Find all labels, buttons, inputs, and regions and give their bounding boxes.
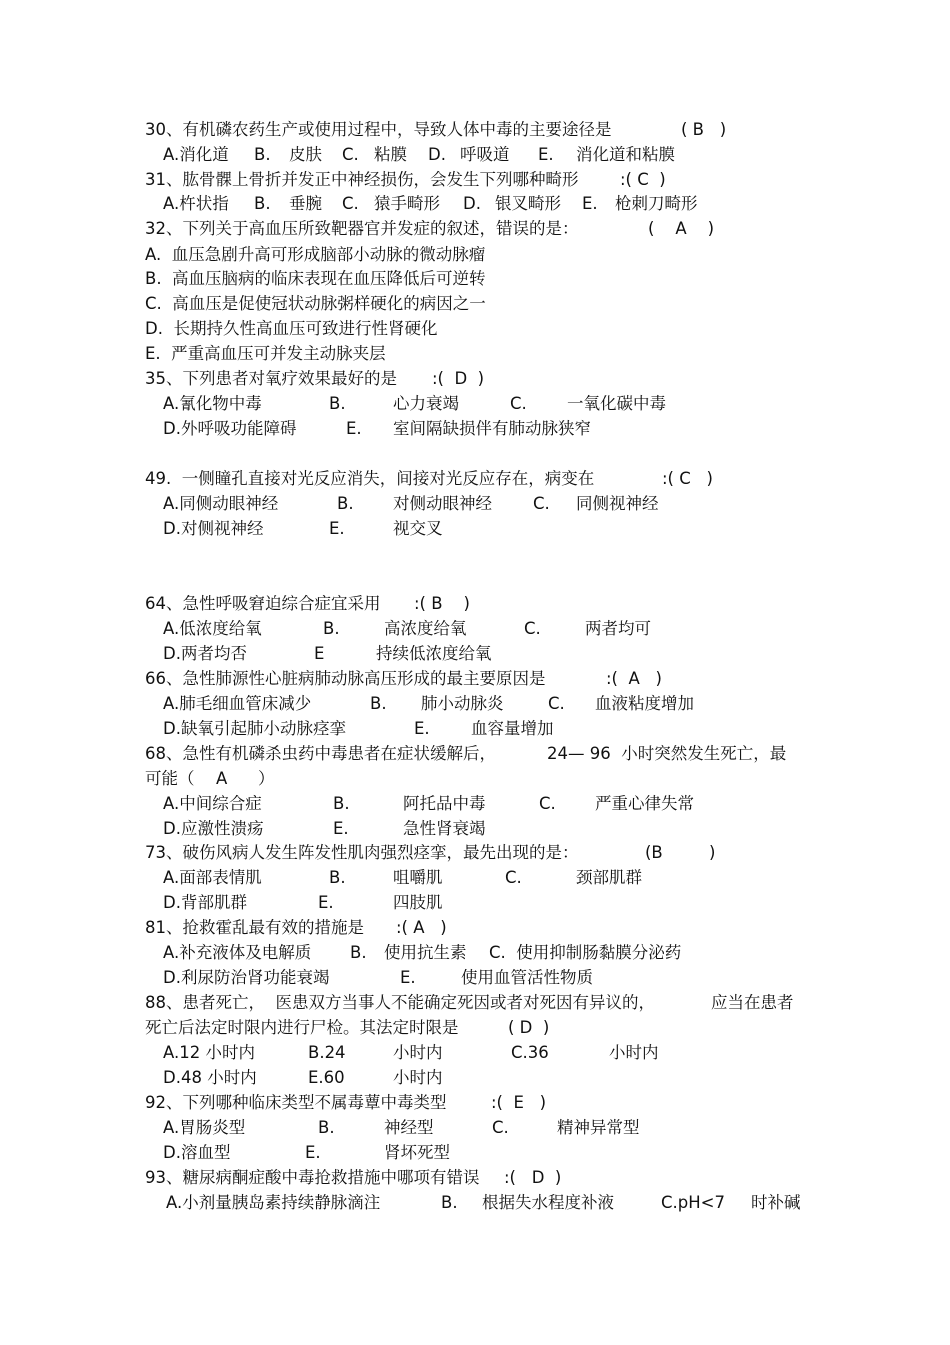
text-segment: 同侧视神经 xyxy=(576,494,659,513)
text-line xyxy=(0,816,950,841)
text-segment: E xyxy=(314,644,325,663)
text-segment: A.胃肠炎型 xyxy=(163,1118,246,1137)
text-segment: A.消化道 xyxy=(163,145,229,164)
text-segment: 精神异常型 xyxy=(557,1118,640,1137)
text-segment: ( B ) xyxy=(681,120,727,139)
text-segment: 猿手畸形 xyxy=(374,194,440,213)
text-segment: B. xyxy=(350,943,367,962)
text-segment: :( D ) xyxy=(432,369,485,388)
text-line xyxy=(0,391,950,416)
text-segment: 垂腕 xyxy=(289,194,322,213)
text-segment: E. xyxy=(400,968,416,987)
text-segment: A.中间综合症 xyxy=(163,794,262,813)
text-segment: 应当在患者 xyxy=(711,993,794,1012)
text-line xyxy=(0,865,950,890)
text-segment: 使用抗生素 xyxy=(384,943,467,962)
text-line xyxy=(0,940,950,965)
text-line xyxy=(0,291,950,316)
text-segment: 血液粘度增加 xyxy=(595,694,694,713)
text-segment: E. xyxy=(329,519,345,538)
text-line xyxy=(0,416,950,441)
text-segment: A.低浓度给氧 xyxy=(163,619,262,638)
text-segment: D.溶血型 xyxy=(163,1143,231,1162)
text-line xyxy=(0,1190,950,1215)
text-line xyxy=(0,1140,950,1165)
text-segment: C. xyxy=(342,194,359,213)
text-line xyxy=(0,741,950,766)
text-segment: 肺小动脉炎 xyxy=(421,694,504,713)
text-segment: C. xyxy=(548,694,565,713)
text-line xyxy=(0,1165,950,1190)
text-segment: 消化道和粘膜 xyxy=(576,145,675,164)
text-segment: 小时内 xyxy=(393,1043,443,1062)
text-segment: 银叉畸形 xyxy=(495,194,561,213)
text-segment: D. 长期持久性高血压可致进行性肾硬化 xyxy=(145,319,438,338)
text-segment: :( B ) xyxy=(414,594,470,613)
text-segment: 根据失水程度补液 xyxy=(482,1193,614,1212)
text-segment: 皮肤 xyxy=(289,145,322,164)
text-line xyxy=(0,791,950,816)
text-segment: C. 使用抑制肠黏膜分泌药 xyxy=(489,943,682,962)
text-segment: A.12 小时内 xyxy=(163,1043,255,1062)
text-segment: D.外呼吸功能障碍 xyxy=(163,419,297,438)
text-segment: 93、糖尿病酮症酸中毒抢救措施中哪项有错误 xyxy=(145,1168,480,1187)
text-segment: 两者均可 xyxy=(585,619,651,638)
text-segment: 枪刺刀畸形 xyxy=(615,194,698,213)
text-line xyxy=(0,840,950,865)
text-segment: 死亡后法定时限内进行尸检。其法定时限是 xyxy=(145,1018,459,1037)
text-segment: 小时内 xyxy=(393,1068,443,1087)
text-segment: :( C ) xyxy=(662,469,713,488)
text-segment: 粘膜 xyxy=(374,145,407,164)
text-segment: E. xyxy=(582,194,598,213)
text-line xyxy=(0,616,950,641)
text-segment: 73、破伤风病人发生阵发性肌肉强烈痉挛，最先出现的是： xyxy=(145,843,579,862)
text-segment: B. xyxy=(323,619,340,638)
text-segment: 88、患者死亡， 医患双方当事人不能确定死因或者对死因有异议的， xyxy=(145,993,655,1012)
text-line xyxy=(0,591,950,616)
text-segment: E. xyxy=(346,419,362,438)
text-segment: :( E ) xyxy=(491,1093,547,1112)
text-segment: D.对侧视神经 xyxy=(163,519,264,538)
text-line xyxy=(0,1015,950,1040)
text-line xyxy=(0,1115,950,1140)
text-segment: C. xyxy=(505,868,522,887)
text-segment: 68、急性有机磷杀虫药中毒患者在症状缓解后， xyxy=(145,744,496,763)
text-segment: D. xyxy=(428,145,446,164)
text-segment: 使用血管活性物质 xyxy=(461,968,593,987)
text-segment: D.应激性溃疡 xyxy=(163,819,264,838)
text-segment: D.利尿防治肾功能衰竭 xyxy=(163,968,330,987)
text-segment: 四肢肌 xyxy=(393,893,443,912)
text-segment: 81、抢救霍乱最有效的措施是 xyxy=(145,918,364,937)
text-line xyxy=(0,491,950,516)
text-line xyxy=(0,266,950,291)
text-segment: B. xyxy=(441,1193,458,1212)
text-line xyxy=(0,466,950,491)
text-segment: C. xyxy=(539,794,556,813)
text-segment: 30、有机磷农药生产或使用过程中，导致人体中毒的主要途径是 xyxy=(145,120,612,139)
text-line xyxy=(0,216,950,241)
text-line xyxy=(0,242,950,267)
text-segment: :( C ) xyxy=(620,170,666,189)
text-segment: 高浓度给氧 xyxy=(384,619,467,638)
text-segment: 小时内 xyxy=(609,1043,659,1062)
text-segment: 一氧化碳中毒 xyxy=(567,394,666,413)
text-segment: 可能（ xyxy=(145,769,195,788)
text-segment: E.60 xyxy=(308,1068,345,1087)
text-segment: B. xyxy=(329,394,346,413)
text-segment: C.pH<7 xyxy=(661,1193,725,1212)
text-segment: :( D ) xyxy=(504,1168,562,1187)
text-segment: B. xyxy=(254,145,271,164)
text-segment: ( D ) xyxy=(508,1018,550,1037)
text-line xyxy=(0,1040,950,1065)
text-segment: A.补充液体及电解质 xyxy=(163,943,312,962)
text-segment: B. 高血压脑病的临床表现在血压降低后可逆转 xyxy=(145,269,486,288)
text-line xyxy=(0,915,950,940)
text-segment: 神经型 xyxy=(384,1118,434,1137)
text-segment: D.48 小时内 xyxy=(163,1068,257,1087)
text-segment: C.36 xyxy=(511,1043,549,1062)
text-segment: B.24 xyxy=(308,1043,346,1062)
text-segment: 急性肾衰竭 xyxy=(403,819,486,838)
text-segment: D.两者均否 xyxy=(163,644,247,663)
text-line xyxy=(0,142,950,167)
text-segment: C. 高血压是促使冠状动脉粥样硬化的病因之一 xyxy=(145,294,486,313)
text-segment: E. xyxy=(318,893,334,912)
text-segment: (B xyxy=(645,843,663,862)
text-segment: A.面部表情肌 xyxy=(163,868,262,887)
text-segment: A.小剂量胰岛素持续静脉滴注 xyxy=(166,1193,381,1212)
text-segment: 视交叉 xyxy=(393,519,443,538)
text-line xyxy=(0,167,950,192)
text-segment: 持续低浓度给氧 xyxy=(376,644,492,663)
text-segment: B. xyxy=(329,868,346,887)
text-segment: B. xyxy=(333,794,350,813)
text-segment: 心力衰竭 xyxy=(393,394,459,413)
text-line xyxy=(0,316,950,341)
text-segment: B. xyxy=(370,694,387,713)
text-line xyxy=(0,965,950,990)
text-segment: ) xyxy=(709,843,716,862)
text-segment: A. 血压急剧升高可形成脑部小动脉的微动脉瘤 xyxy=(145,245,486,264)
text-segment: ） xyxy=(258,769,275,788)
text-segment: C. xyxy=(524,619,541,638)
text-segment: E. xyxy=(538,145,554,164)
text-segment: 49. 一侧瞳孔直接对光反应消失，间接对光反应存在，病变在 xyxy=(145,469,595,488)
text-line xyxy=(0,366,950,391)
text-segment: B. xyxy=(337,494,354,513)
text-segment: 室间隔缺损伴有肺动脉狭窄 xyxy=(393,419,591,438)
text-segment: C. xyxy=(510,394,527,413)
text-segment: E. xyxy=(305,1143,321,1162)
text-line xyxy=(0,990,950,1015)
text-line xyxy=(0,117,950,142)
text-segment: 64、急性呼吸窘迫综合症宜采用 xyxy=(145,594,381,613)
text-line xyxy=(0,890,950,915)
text-segment: 66、急性肺源性心脏病肺动脉高压形成的最主要原因是 xyxy=(145,669,546,688)
text-segment: 血容量增加 xyxy=(471,719,554,738)
text-segment: C. xyxy=(342,145,359,164)
text-segment: E. 严重高血压可并发主动脉夹层 xyxy=(145,344,386,363)
text-segment: C. xyxy=(533,494,550,513)
text-segment: 35、下列患者对氧疗效果最好的是 xyxy=(145,369,397,388)
text-segment: 92、下列哪种临床类型不属毒蕈中毒类型 xyxy=(145,1093,447,1112)
text-segment: B. xyxy=(254,194,271,213)
text-segment: 时补碱 xyxy=(751,1193,801,1212)
text-segment: A.肺毛细血管床减少 xyxy=(163,694,312,713)
text-segment: 咀嚼肌 xyxy=(393,868,443,887)
text-segment: D.背部肌群 xyxy=(163,893,247,912)
text-segment: A.同侧动眼神经 xyxy=(163,494,279,513)
text-segment: A.杵状指 xyxy=(163,194,229,213)
text-segment: E. xyxy=(333,819,349,838)
text-line xyxy=(0,691,950,716)
text-segment: :( A ) xyxy=(606,669,662,688)
text-segment: 对侧动眼神经 xyxy=(393,494,492,513)
text-line xyxy=(0,191,950,216)
text-line xyxy=(0,516,950,541)
text-line xyxy=(0,666,950,691)
text-segment: C. xyxy=(492,1118,509,1137)
text-segment: D.缺氧引起肺小动脉痉挛 xyxy=(163,719,346,738)
text-line xyxy=(0,766,950,791)
text-segment: B. xyxy=(318,1118,335,1137)
text-line xyxy=(0,641,950,666)
text-segment: 31、肱骨髁上骨折并发正中神经损伤，会发生下列哪种畸形 xyxy=(145,170,579,189)
text-segment: 肾坏死型 xyxy=(384,1143,450,1162)
text-segment: 严重心律失常 xyxy=(595,794,694,813)
text-segment: ( A ) xyxy=(648,219,715,238)
text-line xyxy=(0,1090,950,1115)
text-line xyxy=(0,716,950,741)
text-segment: 呼吸道 xyxy=(460,145,510,164)
text-line xyxy=(0,341,950,366)
text-segment: 阿托品中毒 xyxy=(403,794,486,813)
text-line xyxy=(0,1065,950,1090)
text-segment: 32、下列关于高血压所致靶器官并发症的叙述，错误的是： xyxy=(145,219,579,238)
text-segment: A.氰化物中毒 xyxy=(163,394,262,413)
text-segment: 24— 96 小时突然发生死亡，最 xyxy=(547,744,787,763)
text-segment: D. xyxy=(463,194,481,213)
text-segment: :( A ) xyxy=(396,918,447,937)
text-segment: 颈部肌群 xyxy=(576,868,642,887)
text-segment: E. xyxy=(414,719,430,738)
text-segment: A xyxy=(216,769,228,788)
